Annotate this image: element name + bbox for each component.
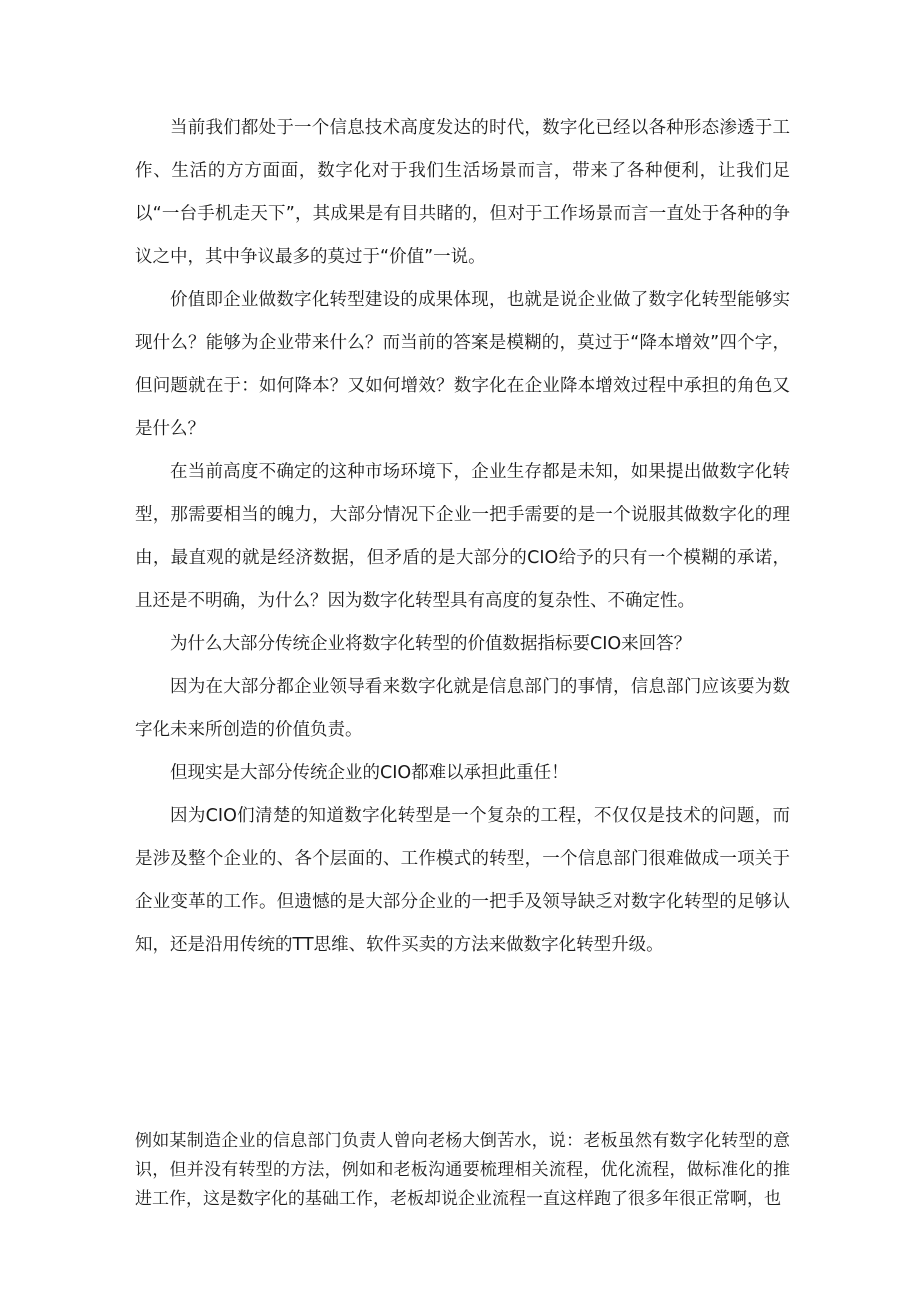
paragraph-2: 价值即企业做数字化转型建设的成果体现，也就是说企业做了数字化转型能够实现什么？能够为企业带来什么？而当前的答案是模糊的，莫过于“降本增效”四个字，但问题就在于：如何降本？又如何增效？数字化在企业降本增效过程中承担的角色又是什么？	[135, 290, 790, 439]
paragraph-7: 因为CIO们清楚的知道数字化转型是一个复杂的工程，不仅仅是技术的问题，而是涉及整个企业的、各个层面的、工作模式的转型，一个信息部门很难做成一项关于企业变革的工作。但遗憾的是大部分企业的一把手及领导缺乏对数字化转型的足够认知，还是沿用传统的TT思维、软件买卖的方法来做数字化转型升级。	[135, 806, 790, 955]
paragraph-5: 因为在大部分都企业领导看来数字化就是信息部门的事情，信息部门应该要为数字化未来所创造的价值负责。	[135, 677, 790, 740]
paragraph-1: 当前我们都处于一个信息技术高度发达的时代，数字化已经以各种形态渗透于工作、生活的方方面面，数字化对于我们生活场景而言，带来了各种便利，让我们足以“一台手机走天下”，其成果是有目共睹的，但对于工作场景而言一直处于各种的争议之中，其中争议最多的莫过于“价值”一说。	[135, 118, 790, 267]
paragraph-6: 但现实是大部分传统企业的CIO都难以承担此重任！	[170, 763, 569, 783]
tail-paragraph: 例如某制造企业的信息部门负责人曾向老杨大倒苦水，说：老板虽然有数字化转型的意识，但并没有转型的方法，例如和老板沟通要梳理相关流程，优化流程，做标准化的推进工作，这是数字化的基础工作，老板却说企业流程一直这样跑了很多年很正常啊，也	[135, 1131, 790, 1209]
paragraph-4: 为什么大部分传统企业将数字化转型的价值数据指标要CIO来回答？	[170, 634, 692, 654]
main-text-block	[135, 107, 790, 967]
paragraph-3: 在当前高度不确定的这种市场环境下，企业生存都是未知，如果提出做数字化转型，那需要相当的魄力，大部分情况下企业一把手需要的是一个说服其做数字化的理由，最直观的就是经济数据，但矛盾的是大部分的CIO给予的只有一个模糊的承诺，且还是不明确，为什么？因为数字化转型具有高度的复杂性、不确定性。	[135, 462, 790, 611]
